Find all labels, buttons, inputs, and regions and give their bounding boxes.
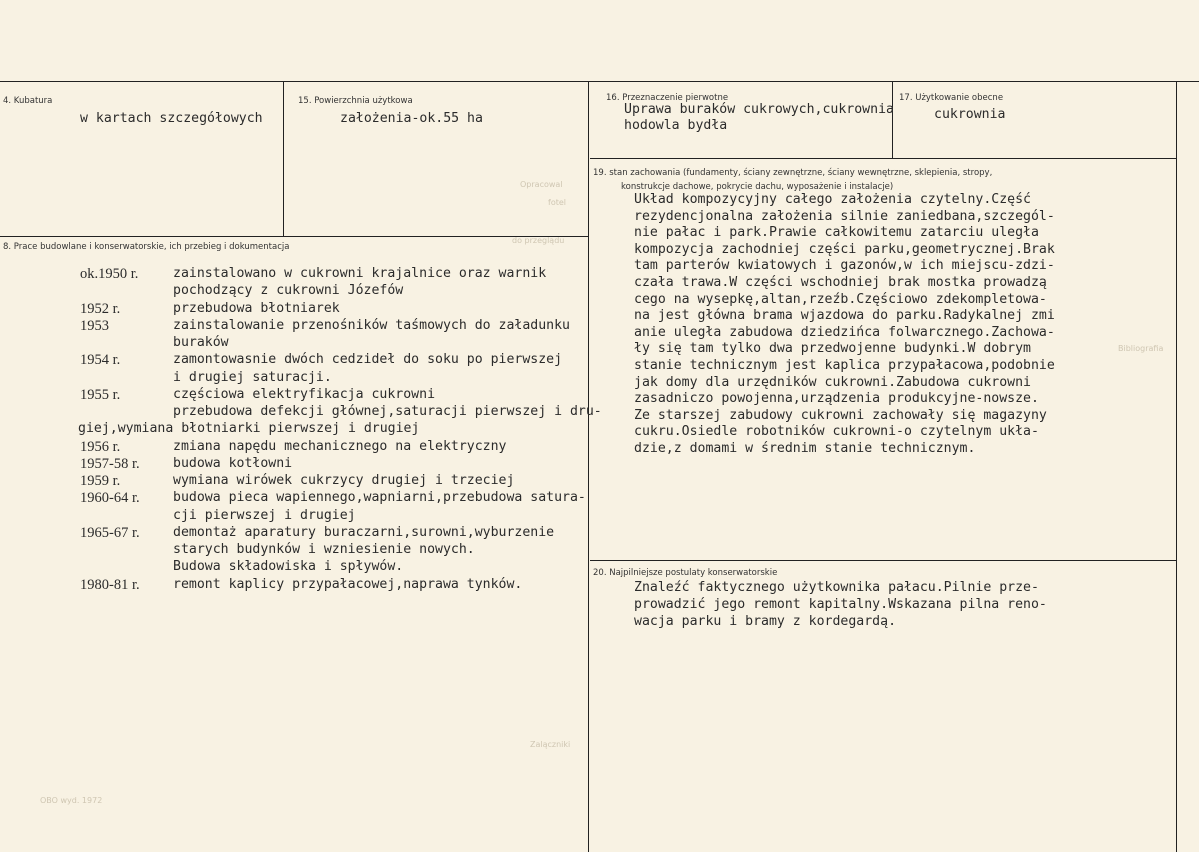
condition-line: nie pałac i park.Prawie całkowitemu zatarciu uległa xyxy=(634,225,1039,241)
history-year: ok.1950 r. xyxy=(80,266,139,282)
history-text: przebudowa błotniarek xyxy=(173,300,340,316)
col-divider-main xyxy=(588,81,589,852)
history-text: zainstalowanie przenośników taśmowych do załadunku xyxy=(173,317,570,333)
col-divider-2 xyxy=(892,81,893,158)
col-divider-1 xyxy=(283,81,284,236)
field-19-label: konstrukcje dachowe, pokrycie dachu, wyposażenie i instalacje) xyxy=(621,182,894,192)
condition-line: anie uległa zabudowa dziedzińca folwarcznego.Zachowa- xyxy=(634,324,1055,340)
right-header-divider xyxy=(590,158,1176,159)
postulate-line: wacja parku i bramy z kordegardą. xyxy=(634,614,897,629)
condition-line: cego na wysepkę,altan,rzeźb.Częściowo zdekompletowa- xyxy=(634,291,1047,307)
field-15-value: założenia-ok.55 ha xyxy=(340,111,483,126)
condition-line: Układ kompozycyjny całego założenia czytelny.Część xyxy=(634,192,1031,207)
reverse-side-bleed: OBO wyd. 1972 xyxy=(40,796,103,805)
history-text: demontaż aparatury buraczarni,surowni,wyburzenie xyxy=(173,524,555,540)
history-text: przebudowa defekcji głównej,saturacji pierwszej i dru- xyxy=(173,404,602,419)
history-text: giej,wymiana błotniarki pierwszej i drugiej xyxy=(78,421,420,437)
history-text: buraków xyxy=(173,335,229,350)
history-year: 1980-81 r. xyxy=(80,576,140,593)
field-20-label: 20. Najpilniejsze postulaty konserwatorskie xyxy=(593,568,778,578)
condition-line: jak domy dla urzędników cukrowni.Zabudowa cukrowni xyxy=(634,374,1031,390)
condition-line: Ze starszej zabudowy cukrowni zachowały się magazyny xyxy=(634,407,1047,423)
condition-line: dzie,z domami w średnim stanie technicznym. xyxy=(634,441,976,456)
postulate-line: Znaleźć faktycznego użytkownika pałacu.Pilnie prze- xyxy=(634,580,1039,595)
history-text: starych budynków i wzniesienie nowych. xyxy=(173,542,475,557)
history-text: zmiana napędu mechanicznego na elektryczny xyxy=(173,438,507,454)
field-15-label: 15. Powierzchnia użytkowa xyxy=(298,96,413,106)
history-year: 1965-67 r. xyxy=(80,524,140,541)
field-18-label: 8. Prace budowlane i konserwatorskie, ich przebieg i dokumentacja xyxy=(3,242,290,252)
top-divider xyxy=(0,81,1199,82)
postulate-line: prowadzić jego remont kapitalny.Wskazana pilna reno- xyxy=(634,597,1047,612)
history-year: 1957-58 r. xyxy=(80,455,140,472)
field-14-value: w kartach szczegółowych xyxy=(80,111,263,126)
history-text: zamontowasnie dwóch cedzideł do soku po pierwszej xyxy=(173,352,563,368)
condition-line: cukru.Osiedle robotników cukrowni-o czytelnym ukła- xyxy=(634,424,1039,440)
history-text: budowa pieca wapiennego,wapniarni,przebudowa satura- xyxy=(173,490,586,506)
section-20-divider xyxy=(590,560,1176,561)
history-text: budowa kotłowni xyxy=(173,455,293,471)
field-17-label: 17. Użytkowanie obecne xyxy=(899,93,1004,103)
history-year: 1959 r. xyxy=(80,473,121,489)
condition-line: zasadniczo powojenna,urządzenia produkcyjne-nowsze. xyxy=(634,391,1039,407)
history-year: 1955 r. xyxy=(80,386,121,403)
history-year: 1956 r. xyxy=(80,438,121,455)
header-row-divider xyxy=(0,236,588,237)
history-text: i drugiej saturacji. xyxy=(173,369,332,385)
reverse-side-bleed: Zalączniki xyxy=(530,740,571,749)
right-edge xyxy=(1176,81,1177,852)
history-text: pochodzący z cukrowni Józefów xyxy=(173,283,404,299)
condition-line: stanie technicznym jest kaplica przypałacowa,podobnie xyxy=(634,358,1055,373)
history-text: częściowa elektryfikacja cukrowni xyxy=(173,386,436,402)
reverse-side-bleed: Opracowal xyxy=(520,180,563,189)
reverse-side-bleed: do przeglądu xyxy=(512,236,565,245)
reverse-side-bleed: fotel xyxy=(548,198,566,207)
condition-line: kompozycja zachodniej części parku,geometrycznej.Brak xyxy=(634,241,1055,257)
history-year: 1954 r. xyxy=(80,352,121,369)
history-year: 1952 r. xyxy=(80,300,121,317)
history-year: 1953 xyxy=(80,317,109,334)
reverse-side-bleed: Bibliografia xyxy=(1118,344,1164,353)
condition-line: rezydencjonalna założenia silnie zaniedbana,szczegól- xyxy=(634,208,1055,224)
field-19-label: 19. stan zachowania (fundamenty, ściany zewnętrzne, ściany wewnętrzne, sklepienia, stropy, xyxy=(593,168,993,178)
condition-line: na jest główna brama wjazdowa do parku.Radykalnej zmi xyxy=(634,308,1055,324)
history-text: zainstalowano w cukrowni krajalnice oraz warnik xyxy=(173,266,547,281)
condition-line: czała trawa.W części wschodniej brak mostka prowadzą xyxy=(634,275,1047,290)
history-text: cji pierwszej i drugiej xyxy=(173,507,356,523)
condition-line: tam parterów kwiatowych i gazonów,w ich miejscu-zdzi- xyxy=(634,258,1055,274)
field-16-label: 16. Przeznaczenie pierwotne xyxy=(606,93,729,103)
field-16-value-line: Uprawa buraków cukrowych,cukrownia xyxy=(624,102,894,117)
history-text: wymiana wirówek cukrzycy drugiej i trzeciej xyxy=(173,473,515,488)
field-14-label: 4. Kubatura xyxy=(3,96,53,106)
history-text: Budowa składowiska i spływów. xyxy=(173,559,404,575)
condition-line: ły się tam tylko dwa przedwojenne budynki.W dobrym xyxy=(634,341,1031,357)
field-16-value-line: hodowla bydła xyxy=(624,118,728,133)
field-17-value: cukrownia xyxy=(934,107,1006,122)
history-text: remont kaplicy przypałacowej,naprawa tynków. xyxy=(173,576,523,592)
history-year: 1960-64 r. xyxy=(80,490,140,507)
